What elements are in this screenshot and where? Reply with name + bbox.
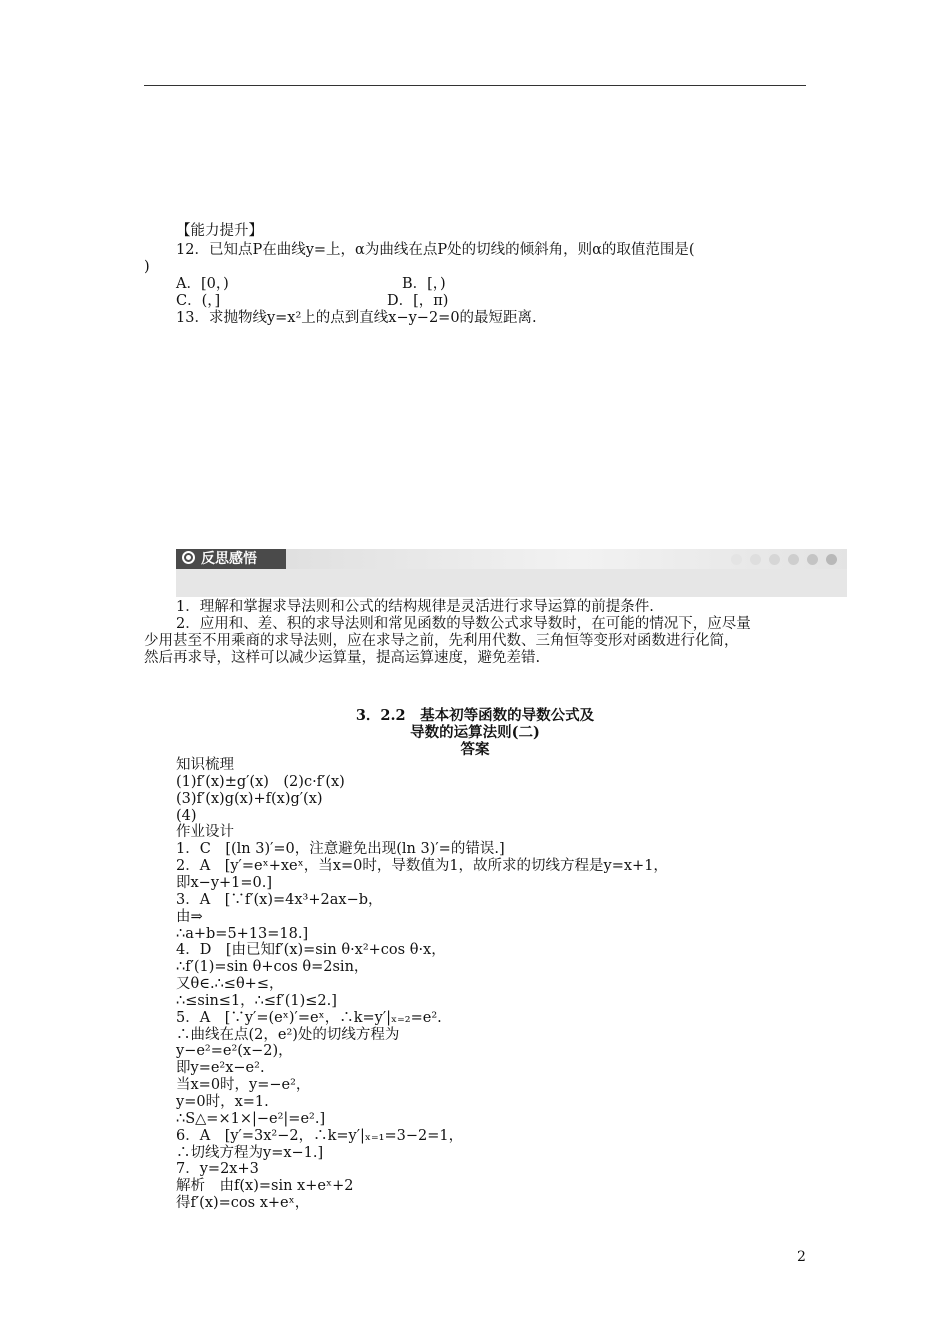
option-c: C．(，] (176, 293, 221, 309)
target-icon (182, 551, 195, 564)
page-number: 2 (797, 1249, 806, 1265)
reflection-p2-line1: 2．应用和、差、积的求导法则和常见函数的导数公式求导数时，在可能的情况下，应尽量 (176, 616, 751, 632)
answer-title-line1: 3．2.2 基本初等函数的导数公式及 (355, 707, 595, 724)
answer-line: y−e²=e²(x−2)， (176, 1043, 293, 1060)
option-d: D．[，π) (387, 293, 449, 309)
reflection-banner (176, 549, 847, 597)
answer-line: 6．A [y′=3x²−2，∴k=y′|ₓ₌₁=3−2=1， (176, 1127, 464, 1144)
dot-icon (826, 554, 837, 565)
answer-line: ∴≤sin≤1，∴≤f′(1)≤2.] (176, 992, 337, 1009)
banner-label: 反思感悟 (201, 551, 257, 567)
dot-icon (769, 554, 780, 565)
answer-line: (3)f′(x)g(x)+f(x)g′(x) (176, 790, 323, 807)
option-a: A．[0，) (176, 276, 229, 292)
answer-line: 1．C [(ln 3)′=0，注意避免出现(ln 3)′=的错误.] (176, 841, 505, 858)
answer-line: 3．A [∵f′(x)=4x³+2ax−b， (176, 891, 383, 908)
answer-line: ∴S△=×1×|−e²|=e².] (176, 1110, 326, 1127)
answer-line: 5．A [∵y′=(eˣ)′=eˣ，∴k=y′|ₓ₌₂=e². (176, 1009, 442, 1026)
option-b: B．[，) (402, 276, 446, 292)
answer-line: 4．D [由已知f′(x)=sin θ·x²+cos θ·x， (176, 942, 446, 959)
answer-title-line2: 导数的运算法则(二) (410, 724, 540, 741)
reflection-p2-line3: 然后再求导，这样可以减少运算量，提高运算速度，避免差错. (144, 650, 541, 666)
answer-line: 得f′(x)=cos x+eˣ， (176, 1195, 310, 1212)
answer-line: 即y=e²x−e². (176, 1060, 265, 1077)
answer-line: (4) (176, 807, 197, 824)
dot-icon (788, 554, 799, 565)
answer-line: 当x=0时，y=−e²， (176, 1077, 311, 1094)
answer-line: y=0时，x=1. (176, 1094, 269, 1110)
dot-icon (807, 554, 818, 565)
dot-icon (731, 554, 742, 565)
answer-line: 即x−y+1=0.] (176, 874, 273, 891)
answer-line: 2．A [y′=eˣ+xeˣ，当x=0时，导数值为1，故所求的切线方程是y=x+1， (176, 858, 668, 875)
banner-top-bar (176, 549, 847, 569)
answer-title-line3: 答案 (460, 741, 490, 758)
answer-line: ∴切线方程为y=x−1.] (176, 1144, 324, 1161)
question-13: 13．求抛物线y=x²上的点到直线x−y−2=0的最短距离. (176, 310, 537, 326)
answer-line: ∴曲线在点(2，e²)处的切线方程为 (176, 1026, 400, 1043)
banner-tag (176, 549, 286, 569)
question-12-line2: ) (144, 259, 150, 275)
answer-line: 7．y=2x+3 (176, 1161, 259, 1178)
dot-icon (750, 554, 761, 565)
reflection-p2-line2: 少用甚至不用乘商的求导法则，应在求导之前，先利用代数、三角恒等变形对函数进行化简， (144, 633, 739, 649)
section-title-ability: 【能力提升】 (176, 223, 263, 239)
answer-line: 作业设计 (176, 824, 234, 841)
answer-line: 解析 由f(x)=sin x+eˣ+2 (176, 1178, 354, 1195)
answer-line: 知识梳理 (176, 757, 234, 773)
banner-dots (723, 553, 837, 569)
header-rule (144, 85, 806, 86)
answer-line: ∴f′(1)=sin θ+cos θ=2sin， (176, 959, 369, 976)
answer-line: 又θ∈.∴≤θ+≤， (176, 976, 284, 993)
question-12-line1: 12．已知点P在曲线y=上，α为曲线在点P处的切线的倾斜角，则α的取值范围是( (176, 242, 695, 258)
answer-line: (1)f′(x)±g′(x) (2)c·f′(x) (176, 773, 345, 790)
answer-line: 由⇒ (176, 908, 203, 925)
banner-bottom-bar (176, 569, 847, 597)
answer-line: ∴a+b=5+13=18.] (176, 925, 309, 942)
reflection-p1: 1．理解和掌握求导法则和公式的结构规律是灵活进行求导运算的前提条件. (176, 599, 654, 615)
